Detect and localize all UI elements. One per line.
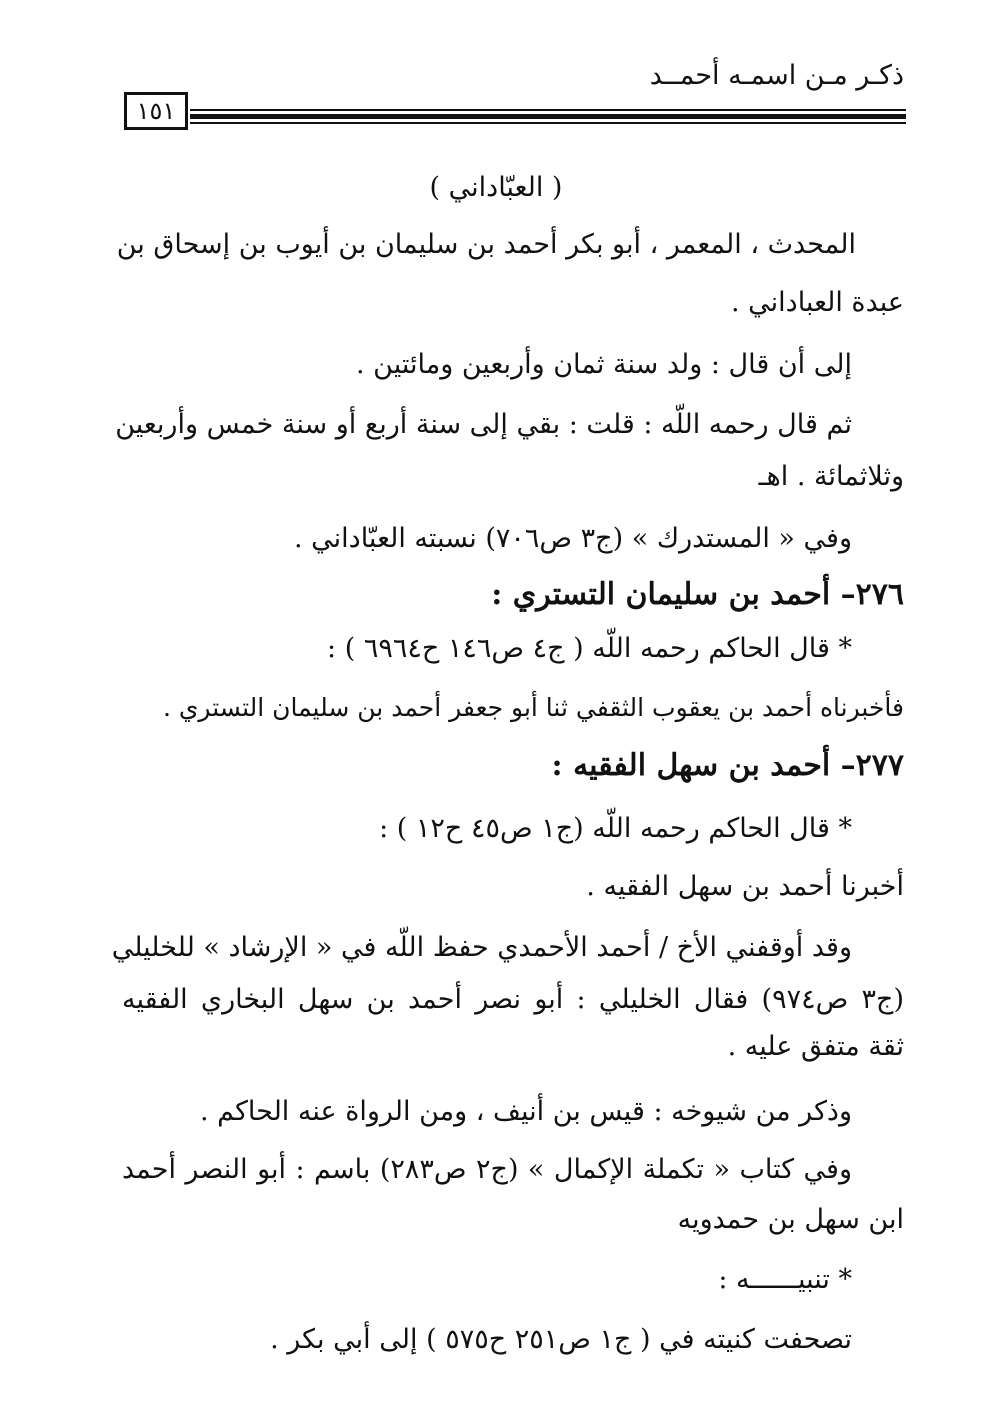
running-header-title: ذكـر مـن اسمـه أحمــد [649, 60, 904, 91]
header-rule-middle [190, 114, 906, 119]
page-number: ١٥١ [124, 92, 188, 130]
text-line: المحدث ، المعمر ، أبو بكر أحمد بن سليمان بن أيوب بن إسحاق بن [116, 229, 856, 260]
text-line: وقد أوقفني الأخ / أحمد الأحمدي حفظ اللّه في « الإرشاد » للخليلي [111, 932, 852, 963]
text-line: ثم قال رحمه اللّه : قلت : بقي إلى سنة أربع أو سنة خمس وأربعين [115, 409, 852, 440]
header-rule-top [190, 109, 906, 111]
section-subtitle: ( العبّاداني ) [429, 172, 563, 203]
text-line: وثلاثمائة . اهـ [758, 461, 904, 492]
text-line: (ج٣ ص٩٧٤) فقال الخليلي : أبو نصر أحمد بن سهل البخاري الفقيه [122, 984, 904, 1015]
text-line: ثقة متفق عليه . [727, 1031, 904, 1062]
text-line: إلى أن قال : ولد سنة ثمان وأربعين ومائتين . [355, 349, 852, 380]
text-line: تصحفت كنيته في ( ج١ ص٢٥١ ح٥٧٥ ) إلى أبي بكر . [270, 1324, 852, 1355]
text-line: أخبرنا أحمد بن سهل الفقيه . [586, 871, 904, 902]
text-line: وفي كتاب « تكملة الإكمال » (ج٢ ص٢٨٣) باسم : أبو النصر أحمد [122, 1154, 852, 1185]
text-line: وذكر من شيوخه : قيس بن أنيف ، ومن الرواة عنه الحاكم . [199, 1096, 852, 1127]
entry-heading-276: ٢٧٦– أحمد بن سليمان التستري : [491, 577, 904, 612]
text-line: وفي « المستدرك » (ج٣ ص٧٠٦) نسبته العبّاداني . [293, 523, 852, 554]
text-line: * قال الحاكم رحمه اللّه (ج١ ص٤٥ ح١٢ ) : [379, 813, 852, 844]
text-line: فأخبرناه أحمد بن يعقوب الثقفي ثنا أبو جعفر أحمد بن سليمان التستري . [162, 693, 904, 722]
text-line: ابن سهل بن حمدويه [677, 1204, 904, 1235]
text-line: * قال الحاكم رحمه اللّه ( ج٤ ص١٤٦ ح٦٩٦٤ ) : [327, 633, 852, 664]
entry-heading-277: ٢٧٧– أحمد بن سهل الفقيه : [551, 748, 904, 783]
text-line: عبدة العباداني . [731, 287, 904, 318]
note-heading: * تنبيــــــه : [718, 1264, 852, 1295]
header-rule-bottom [190, 122, 906, 124]
